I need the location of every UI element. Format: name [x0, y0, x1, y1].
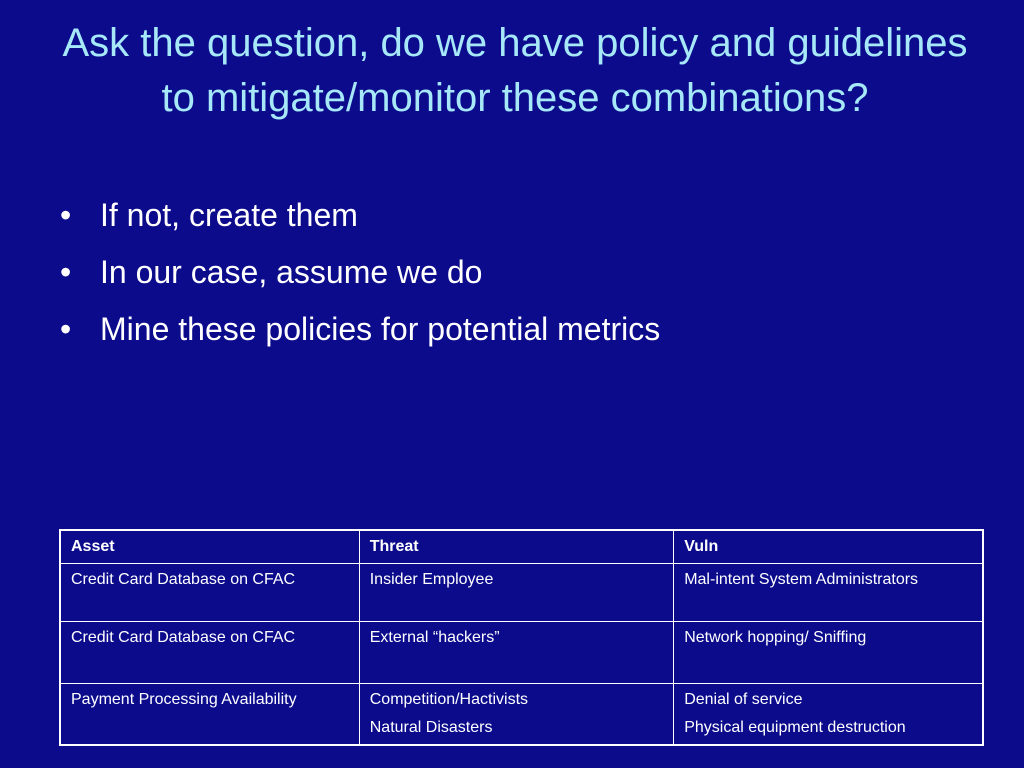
table-row: [60, 622, 983, 684]
cell-asset: Credit Card Database on CFAC: [60, 622, 359, 684]
cell-asset: Credit Card Database on CFAC: [60, 564, 359, 622]
cell-vuln: [674, 684, 983, 746]
asset-threat-vuln-table: [59, 529, 984, 746]
bullet-list: [60, 187, 660, 358]
slide-title: Ask the question, do we have policy and guidelines to mitigate/monitor these combinations?: [62, 21, 968, 120]
table-row: [60, 564, 983, 622]
bullet-text: Mine these policies for potential metrics: [100, 311, 661, 347]
bullet-item: [60, 187, 660, 244]
threat-line: Natural Disasters: [369, 719, 493, 736]
threat-line: Insider Employee: [369, 571, 494, 588]
threat-line: Competition/Hactivists: [369, 691, 529, 708]
cell-vuln: [674, 564, 983, 622]
bullet-text: If not, create them: [100, 197, 358, 233]
bullet-item: [60, 244, 660, 301]
vuln-line: Denial of service: [684, 691, 803, 708]
bullet-icon: •: [60, 311, 72, 347]
bullet-icon: •: [60, 197, 72, 233]
header-vuln: Vuln: [674, 530, 983, 564]
cell-vuln: [674, 622, 983, 684]
header-asset: Asset: [60, 530, 359, 564]
table-header-row: [60, 530, 983, 564]
vuln-line: Physical equipment destruction: [684, 719, 906, 736]
cell-asset: Payment Processing Availability: [60, 684, 359, 746]
cell-threat: [359, 684, 673, 746]
bullet-item: [60, 301, 660, 358]
cell-threat: [359, 564, 673, 622]
header-threat: Threat: [359, 530, 673, 564]
threat-line: External “hackers”: [369, 629, 500, 646]
table-row: [60, 684, 983, 746]
cell-threat: [359, 622, 673, 684]
bullet-text: In our case, assume we do: [100, 254, 483, 290]
vuln-line: Mal-intent System Administrators: [684, 571, 919, 588]
vuln-line: Network hopping/ Sniffing: [684, 629, 867, 646]
bullet-icon: •: [60, 254, 72, 290]
